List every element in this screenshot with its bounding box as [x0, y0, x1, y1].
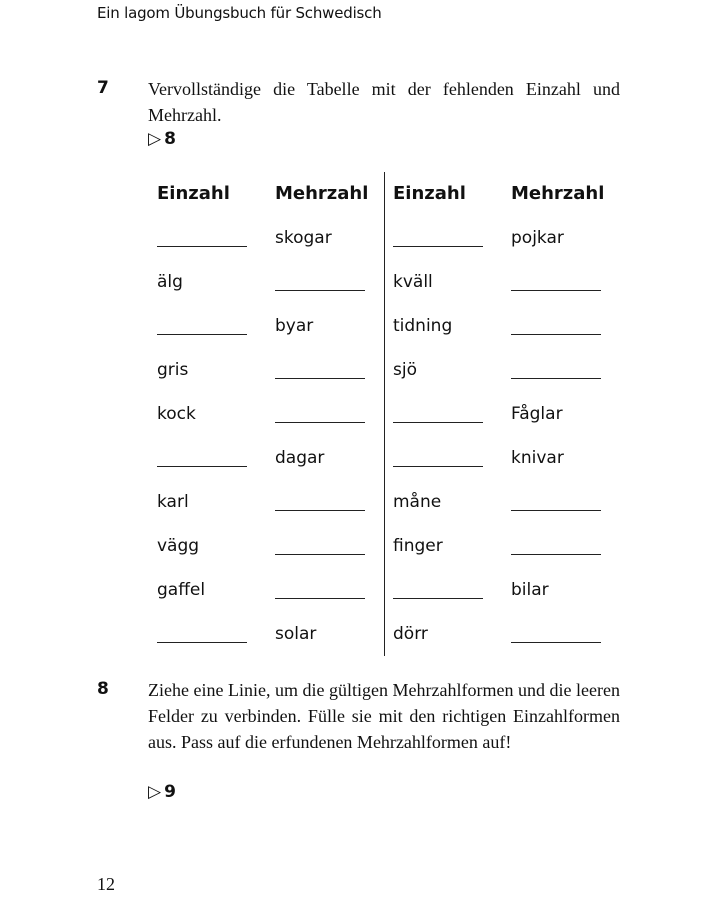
answer-blank[interactable]	[275, 422, 365, 423]
table-cell: sjö	[393, 360, 417, 380]
table-cell: gaffel	[157, 580, 206, 600]
table-cell: vägg	[157, 536, 200, 556]
table-cell: finger	[393, 536, 443, 556]
answer-blank[interactable]	[157, 334, 247, 335]
table-cell: måne	[393, 492, 442, 512]
table-divider	[384, 172, 385, 656]
column-header: Mehrzahl	[511, 183, 605, 204]
table-cell: älg	[157, 272, 183, 292]
table-cell: skogar	[275, 228, 332, 248]
answer-blank[interactable]	[157, 466, 247, 467]
table-cell: Fåglar	[511, 404, 563, 424]
table-cell: kväll	[393, 272, 433, 292]
page-number: 12	[97, 874, 115, 894]
table-cell: kock	[157, 404, 196, 424]
answer-blank[interactable]	[275, 378, 365, 379]
table-cell: byar	[275, 316, 314, 336]
answer-blank[interactable]	[275, 554, 365, 555]
answer-blank[interactable]	[157, 642, 247, 643]
running-head: Ein lagom Übungsbuch für Schwedisch	[97, 4, 382, 22]
table-cell: karl	[157, 492, 189, 512]
triangle-right-icon: ▷	[148, 129, 162, 149]
table-cell: pojkar	[511, 228, 564, 248]
answer-blank[interactable]	[275, 510, 365, 511]
answer-blank[interactable]	[275, 598, 365, 599]
exercise-8-ref-number: 9	[164, 782, 176, 802]
answer-blank[interactable]	[511, 378, 601, 379]
answer-blank[interactable]	[275, 290, 365, 291]
answer-blank[interactable]	[393, 246, 483, 247]
answer-blank[interactable]	[511, 290, 601, 291]
table-cell: gris	[157, 360, 189, 380]
exercise-7-instruction: Vervollständige die Tabelle mit der fehlenden Einzahl und Mehrzahl.	[148, 79, 620, 125]
exercise-8-reference	[148, 782, 176, 802]
table-cell: solar	[275, 624, 317, 644]
table-cell: dagar	[275, 448, 325, 468]
triangle-right-icon: ▷	[148, 782, 162, 802]
answer-blank[interactable]	[393, 422, 483, 423]
column-header: Einzahl	[393, 183, 466, 204]
answer-blank[interactable]	[393, 598, 483, 599]
exercise-7-number: 7	[97, 78, 109, 98]
exercise-7-ref-number: 8	[164, 129, 176, 149]
exercise-8-instruction: Ziehe eine Linie, um die gültigen Mehrzahlformen und die leeren Felder zu verbinden. Fülle sie mit den richtigen Einzahlformen aus. Pass auf die erfundenen Mehrzahlformen auf!	[148, 680, 620, 752]
table-cell: bilar	[511, 580, 549, 600]
exercise-7-reference	[148, 129, 176, 149]
table-cell: dörr	[393, 624, 428, 644]
column-header: Mehrzahl	[275, 183, 369, 204]
table-cell: tidning	[393, 316, 453, 336]
answer-blank[interactable]	[511, 554, 601, 555]
answer-blank[interactable]	[511, 334, 601, 335]
answer-blank[interactable]	[511, 510, 601, 511]
table-cell: knivar	[511, 448, 564, 468]
exercise-8-number: 8	[97, 679, 109, 699]
answer-blank[interactable]	[157, 246, 247, 247]
answer-blank[interactable]	[511, 642, 601, 643]
answer-blank[interactable]	[393, 466, 483, 467]
column-header: Einzahl	[157, 183, 230, 204]
